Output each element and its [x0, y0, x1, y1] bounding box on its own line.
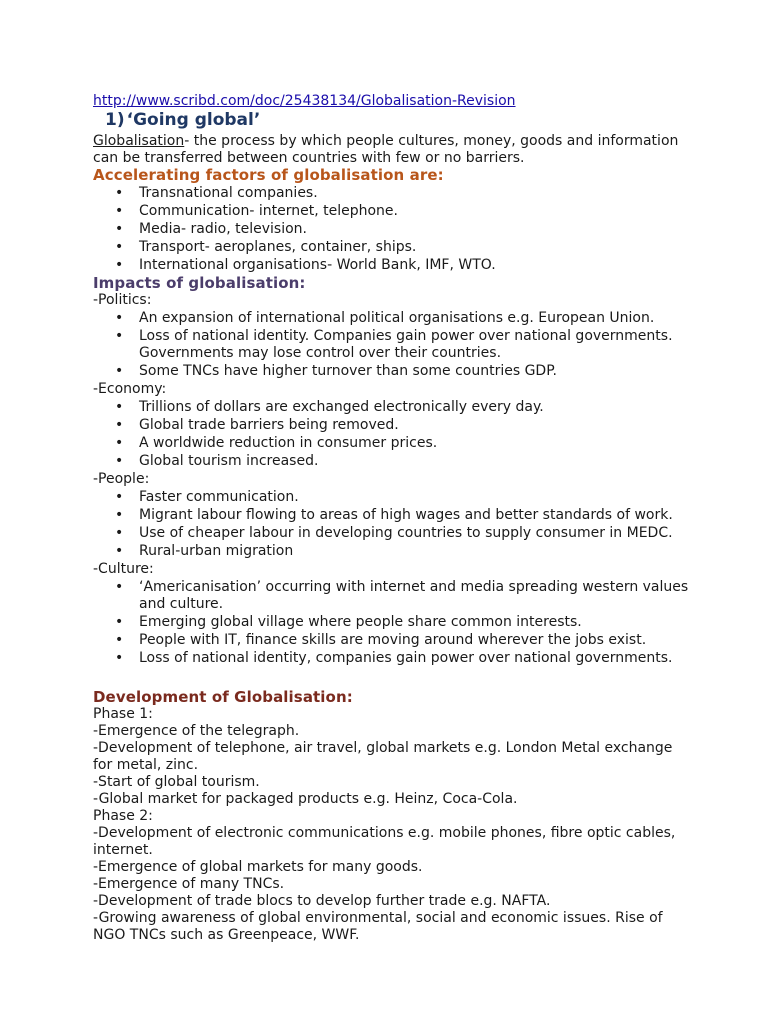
list-item: • Faster communication. [93, 489, 693, 506]
people-label: -People: [93, 471, 150, 487]
source-link[interactable]: http://www.scribd.com/doc/25438134/Globalisation-Revision [93, 93, 516, 109]
politics-list [93, 310, 693, 380]
development-heading: Development of Globalisation: [93, 688, 353, 706]
title-number: 1) [105, 110, 125, 130]
phase1-line: -Development of telephone, air travel, global markets e.g. London Metal exchange for metal, zinc. [93, 740, 673, 773]
list-item: • Emerging global village where people share common interests. [93, 614, 693, 631]
accelerating-list [93, 185, 693, 274]
page-title [105, 110, 693, 130]
list-item: • Some TNCs have higher turnover than some countries GDP. [93, 363, 693, 380]
list-item: • Loss of national identity. Companies gain power over national governments. Governments may lose control over their countries. [93, 328, 693, 362]
list-item: • Migrant labour flowing to areas of high wages and better standards of work. [93, 507, 693, 524]
title-text: ‘Going global’ [126, 110, 261, 130]
list-item: • Use of cheaper labour in developing countries to supply consumer in MEDC. [93, 525, 693, 542]
list-item: • Communication- internet, telephone. [93, 203, 693, 220]
phase2-line: -Development of electronic communications e.g. mobile phones, fibre optic cables, internet. [93, 825, 676, 858]
list-item: • ‘Americanisation’ occurring with internet and media spreading western values and culture. [93, 579, 693, 613]
politics-label: -Politics: [93, 292, 152, 308]
phase2-line: -Emergence of many TNCs. [93, 876, 285, 892]
list-item: • People with IT, finance skills are moving around wherever the jobs exist. [93, 632, 693, 649]
phase1-label: Phase 1: [93, 706, 153, 722]
list-item: • A worldwide reduction in consumer prices. [93, 435, 693, 452]
list-item: • Media- radio, television. [93, 221, 693, 238]
list-item: • Trillions of dollars are exchanged electronically every day. [93, 399, 693, 416]
list-item: • Transnational companies. [93, 185, 693, 202]
phase1-line: -Emergence of the telegraph. [93, 723, 300, 739]
list-item: • Transport- aeroplanes, container, ships. [93, 239, 693, 256]
culture-label: -Culture: [93, 561, 154, 577]
phase1-line: -Start of global tourism. [93, 774, 260, 790]
economy-label: -Economy: [93, 381, 167, 397]
definition-text: - the process by which people cultures, money, goods and information can be transferred between countries with few or no barriers. [93, 133, 679, 166]
phase2-label: Phase 2: [93, 808, 153, 824]
list-item: • Global trade barriers being removed. [93, 417, 693, 434]
list-item: • International organisations- World Bank, IMF, WTO. [93, 257, 693, 274]
list-item: • Loss of national identity, companies gain power over national governments. [93, 650, 693, 667]
people-list [93, 489, 693, 560]
impacts-heading: Impacts of globalisation: [93, 274, 306, 292]
phase2-line: -Growing awareness of global environmental, social and economic issues. Rise of NGO TNCs such as Greenpeace, WWF. [93, 910, 663, 943]
phase2-line: -Emergence of global markets for many goods. [93, 859, 423, 875]
economy-list [93, 399, 693, 470]
phase2-line: -Development of trade blocs to develop further trade e.g. NAFTA. [93, 893, 551, 909]
list-item: • An expansion of international political organisations e.g. European Union. [93, 310, 693, 327]
culture-list [93, 579, 693, 667]
definition-term: Globalisation [93, 133, 185, 149]
phase1-line: -Global market for packaged products e.g. Heinz, Coca-Cola. [93, 791, 518, 807]
definition-paragraph [93, 133, 693, 167]
list-item: • Rural-urban migration [93, 543, 693, 560]
accelerating-heading: Accelerating factors of globalisation are: [93, 166, 444, 184]
list-item: • Global tourism increased. [93, 453, 693, 470]
